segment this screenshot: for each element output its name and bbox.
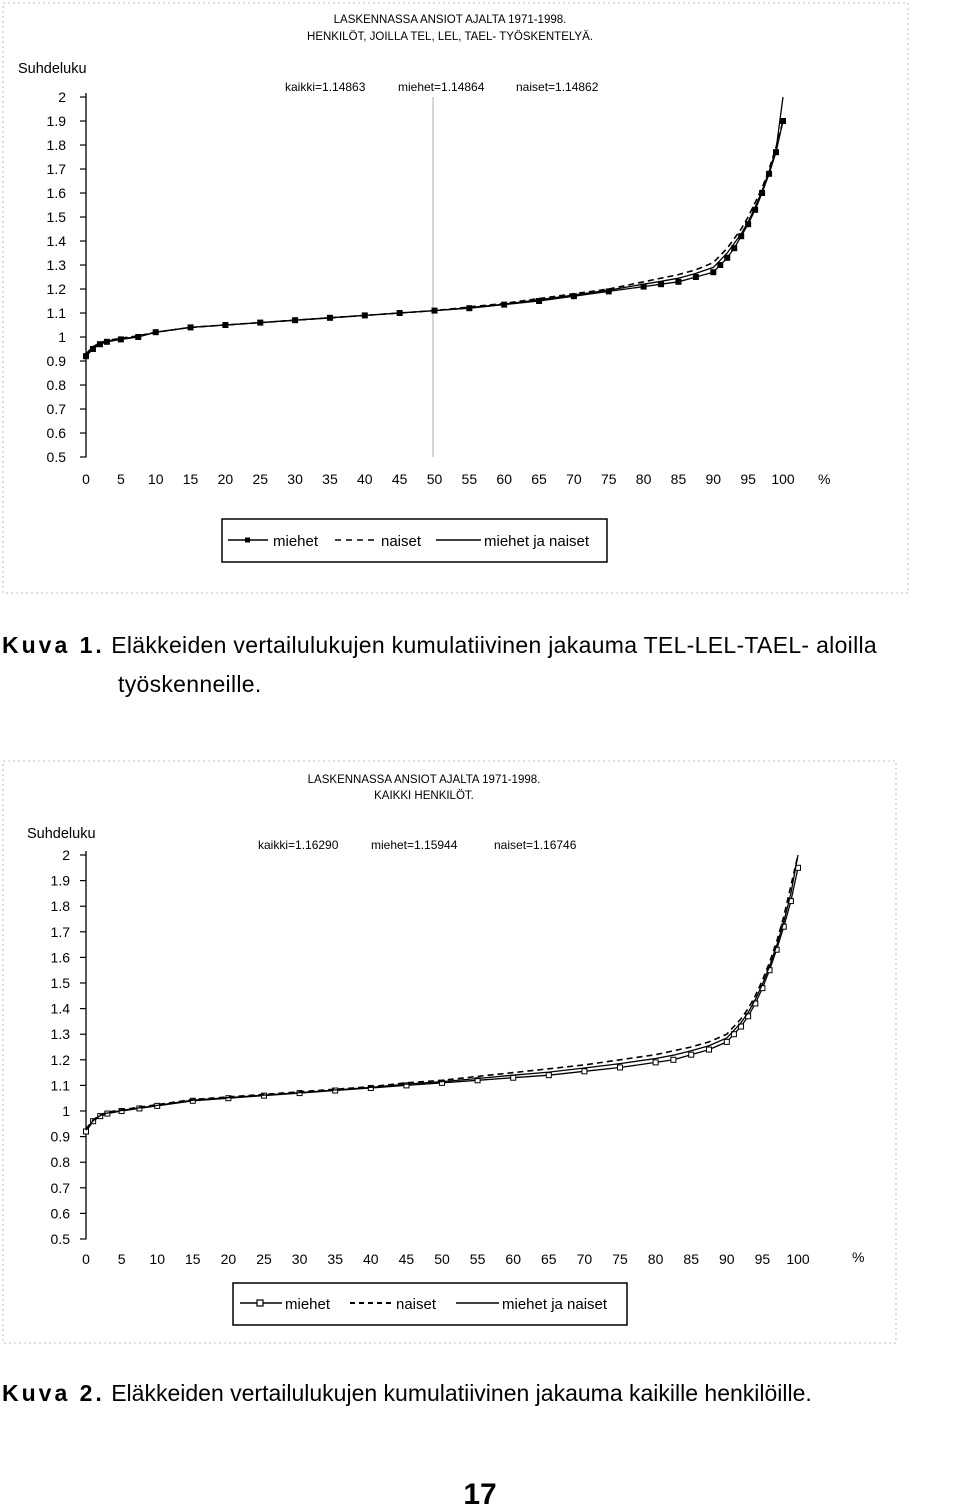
y-tick-label: 0.8 [46, 377, 66, 393]
x-tick-label: 10 [149, 1251, 165, 1267]
chart-title-line2: KAIKKI HENKILÖT. [374, 790, 474, 802]
y-tick-label: 1.6 [50, 949, 70, 966]
x-tick-label: 65 [541, 1251, 557, 1267]
x-tick-label: 90 [705, 471, 722, 487]
x-tick-label: 5 [116, 471, 125, 487]
figure-1 [0, 0, 960, 600]
y-tick-label: 1.4 [46, 233, 66, 249]
data-point-miehet [693, 275, 698, 280]
data-point-miehet [546, 1073, 551, 1078]
y-tick-label: 2 [58, 89, 66, 105]
x-tick-label: 95 [740, 471, 756, 487]
y-tick-label: 0.6 [50, 1205, 70, 1222]
chart-title-line1: LASKENNASSA ANSIOT AJALTA 1971-1998. [307, 774, 541, 786]
legend-naiset: naiset [381, 533, 422, 550]
page-number: 17 [463, 1478, 497, 1511]
data-point-miehet [689, 1052, 694, 1057]
x-tick-label: 30 [291, 1251, 308, 1267]
chart-title-line2: HENKILÖT, JOILLA TEL, LEL, TAEL- TYÖSKENTELYÄ. [307, 31, 593, 43]
y-tick-label: 1.7 [46, 161, 66, 177]
y-tick-label: 1.9 [46, 113, 66, 129]
series-miehet [86, 121, 783, 356]
y-tick-label: 0.8 [50, 1154, 70, 1171]
x-tick-label: 30 [287, 471, 303, 487]
y-tick-label: 1.4 [50, 1000, 70, 1017]
y-tick-label: 1.1 [50, 1077, 70, 1094]
x-tick-label: 50 [434, 1251, 450, 1267]
x-tick-label: 20 [220, 1251, 237, 1267]
legend-both: miehet ja naiset [502, 1296, 608, 1313]
y-tick-label: 1.3 [46, 257, 66, 273]
data-point-miehet [711, 270, 716, 275]
x-tick-label: 70 [566, 471, 582, 487]
y-tick-label: 1.2 [50, 1051, 70, 1068]
data-point-miehet [618, 1065, 623, 1070]
y-tick-label: 1.3 [50, 1026, 70, 1043]
x-tick-label: 55 [461, 471, 478, 487]
y-tick-label: 1.7 [50, 923, 70, 940]
x-tick-label: 100 [771, 471, 795, 487]
y-tick-label: 0.9 [50, 1128, 70, 1145]
annotation-naiset: naiset=1.14862 [516, 80, 599, 94]
y-tick-label: 1.8 [46, 137, 66, 153]
y-tick-label: 0.7 [50, 1179, 70, 1196]
x-tick-label: 80 [647, 1251, 664, 1267]
legend-miehet: miehet [273, 533, 319, 550]
x-tick-label: 45 [398, 1251, 415, 1267]
plot-area [47, 89, 795, 487]
data-point-miehet [718, 263, 723, 268]
data-point-miehet [659, 282, 664, 287]
y-tick-label: 1.5 [50, 975, 70, 991]
annotation-naiset: naiset=1.16746 [494, 838, 577, 852]
x-tick-label: 15 [182, 471, 199, 487]
x-tick-label: 55 [469, 1251, 486, 1267]
caption-2-text: Eläkkeiden vertailulukujen kumulatiivinen jakauma kaikille henkilöille. [111, 1380, 812, 1406]
legend-miehet-marker [245, 538, 250, 543]
x-tick-label: 10 [147, 471, 164, 487]
x-tick-label: 85 [670, 471, 687, 487]
y-axis-label: Suhdeluku [18, 61, 87, 77]
data-point-miehet [676, 279, 681, 284]
figure-2 [0, 758, 960, 1348]
x-tick-label: 5 [117, 1251, 126, 1267]
plot-area [51, 847, 810, 1267]
series-miehet [86, 868, 798, 1132]
y-tick-label: 0.7 [46, 401, 66, 417]
annotation-miehet: miehet=1.14864 [398, 80, 485, 94]
legend [233, 1283, 627, 1325]
legend-naiset: naiset [396, 1296, 437, 1313]
x-tick-label: 90 [719, 1251, 735, 1267]
series-naiset [86, 121, 783, 354]
y-axis-label: Suhdeluku [27, 826, 96, 842]
x-tick-label: 95 [754, 1251, 771, 1267]
x-tick-label: 25 [252, 471, 269, 487]
x-tick-label: 60 [496, 471, 512, 487]
series-naiset [86, 855, 798, 1129]
x-unit-label: % [852, 1249, 865, 1265]
data-point-miehet [653, 1060, 658, 1065]
x-tick-label: 0 [82, 471, 90, 487]
legend-both: miehet ja naiset [484, 533, 590, 550]
annotation-miehet: miehet=1.15944 [371, 838, 458, 852]
x-tick-label: 75 [612, 1251, 628, 1267]
series-miehet-ja-naiset [86, 855, 798, 1130]
y-tick-label: 0.6 [46, 425, 66, 441]
x-tick-label: 35 [327, 1251, 343, 1267]
annotation-kaikki: kaikki=1.14863 [285, 80, 366, 94]
caption-1-label: Kuva 1. [2, 632, 105, 658]
data-point-miehet [724, 1039, 729, 1044]
chart-2-svg [0, 758, 960, 1348]
y-tick-label: 1 [58, 329, 66, 345]
data-point-miehet [582, 1069, 587, 1074]
series-miehet-ja-naiset [86, 97, 783, 356]
y-tick-label: 1.5 [46, 209, 66, 225]
y-tick-label: 0.5 [50, 1231, 70, 1247]
x-tick-label: 60 [505, 1251, 521, 1267]
data-point-miehet [707, 1047, 712, 1052]
y-tick-label: 0.9 [46, 353, 66, 369]
data-point-miehet [781, 119, 786, 124]
x-unit-label: % [818, 471, 831, 487]
y-tick-label: 1 [62, 1103, 70, 1119]
chart-title-line1: LASKENNASSA ANSIOT AJALTA 1971-1998. [333, 14, 567, 26]
legend [222, 519, 607, 562]
x-tick-label: 50 [426, 471, 443, 487]
y-tick-label: 1.8 [50, 898, 70, 915]
x-tick-label: 40 [363, 1251, 379, 1267]
x-tick-label: 20 [217, 471, 234, 487]
y-tick-label: 2 [62, 847, 70, 863]
data-point-miehet [671, 1057, 676, 1062]
chart-1-svg [0, 0, 960, 600]
y-tick-label: 1.2 [46, 281, 66, 297]
annotation-kaikki: kaikki=1.16290 [258, 838, 339, 852]
y-tick-label: 1.6 [46, 185, 66, 201]
x-tick-label: 100 [786, 1251, 810, 1267]
x-tick-label: 15 [185, 1251, 201, 1267]
x-tick-label: 45 [391, 471, 408, 487]
x-tick-label: 75 [600, 471, 617, 487]
x-tick-label: 70 [576, 1251, 593, 1267]
x-tick-label: 85 [683, 1251, 699, 1267]
y-tick-label: 1.9 [50, 872, 70, 889]
x-tick-label: 35 [322, 471, 338, 487]
x-tick-label: 25 [256, 1251, 272, 1267]
x-tick-label: 40 [357, 471, 373, 487]
legend-miehet-marker [257, 1300, 263, 1306]
caption-2-label: Kuva 2. [2, 1380, 105, 1406]
x-tick-label: 65 [531, 471, 547, 487]
y-tick-label: 1.1 [46, 305, 66, 321]
x-tick-label: 0 [82, 1251, 90, 1267]
y-tick-label: 0.5 [46, 449, 66, 465]
caption-1-text-line2: työskenneille. [118, 671, 262, 697]
x-tick-label: 80 [635, 471, 652, 487]
caption-1-text-line1: Eläkkeiden vertailulukujen kumulatiivinen jakauma TEL-LEL-TAEL- aloilla [111, 632, 877, 658]
data-point-miehet [725, 255, 730, 260]
legend-miehet: miehet [285, 1296, 331, 1313]
